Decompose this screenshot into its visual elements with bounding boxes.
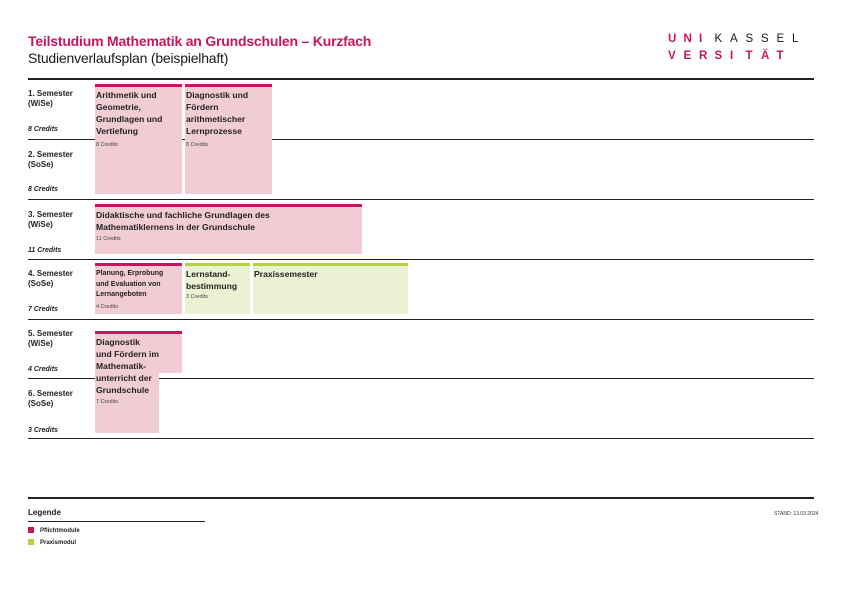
- logo-row2-letter: T: [745, 50, 753, 62]
- semester-4-label: 4. Semester (SoSe): [28, 269, 73, 288]
- module-didaktische-grundlagen: Didaktische und fachliche Grundlagen des Mathematiklernens in der Grundschule 11 Credits: [95, 204, 362, 254]
- logo-row1-letter: I: [699, 33, 703, 45]
- module-diagnostik-arithmetik: Diagnostik und Fördern arithmetischer Lernprozesse 8 Credits: [185, 84, 272, 194]
- semester-3-label: 3. Semester (WiSe): [28, 210, 73, 229]
- logo-row2-letter: S: [714, 50, 723, 62]
- legend-item-praxis: Praxismodul: [28, 539, 76, 546]
- logo-row1-letter: E: [776, 33, 785, 45]
- semester-4-credits: 7 Credits: [28, 306, 58, 313]
- module-planung-erprobung: Planung, Erprobung und Evaluation von Lernangeboten 4 Credits: [95, 263, 182, 314]
- logo-row1-letter: L: [792, 33, 799, 45]
- page-title: Teilstudium Mathematik an Grundschulen – Kurzfach: [28, 33, 372, 49]
- legend-divider: [28, 497, 814, 499]
- semester-1-credits: 8 Credits: [28, 126, 58, 133]
- logo-row2-letter: Ä: [761, 50, 770, 62]
- logo-row2-letter: E: [683, 50, 692, 62]
- legend-swatch-pflicht: [28, 527, 34, 533]
- legend-underline: [28, 521, 205, 522]
- semester-5-label: 5. Semester (WiSe): [28, 329, 73, 348]
- module-lernstandbestimmung: Lernstand- bestimmung 3 Credits: [185, 263, 250, 314]
- module-diagnostik-foerdern-credits: 7 Credits: [96, 399, 119, 405]
- row-divider: [28, 438, 814, 439]
- logo-row1-letter: U: [668, 33, 677, 45]
- logo-row1-letter: S: [761, 33, 769, 45]
- logo-row1-letter: N: [683, 33, 692, 45]
- legend-swatch-praxis: [28, 539, 34, 545]
- module-praxissemester: Praxissemester: [253, 263, 408, 314]
- module-arithmetik-geometrie: Arithmetik und Geometrie, Grundlagen und Vertiefung 8 Credits: [95, 84, 182, 194]
- logo-row2-letter: R: [699, 50, 708, 62]
- logo-row2-letter: T: [776, 50, 784, 62]
- legend-item-pflicht: Pflichtmodule: [28, 527, 80, 534]
- logo-row1-letter: K: [714, 33, 723, 45]
- logo-row2-letter: I: [730, 50, 734, 62]
- semester-2-label: 2. Semester (SoSe): [28, 150, 73, 169]
- semester-3-credits: 11 Credits: [28, 247, 62, 254]
- row-divider: [28, 199, 814, 200]
- module-diagnostik-foerdern-title: Diagnostik und Fördern im Mathematik- unterricht der Grundschule: [96, 337, 160, 395]
- logo-row2-letter: V: [668, 50, 676, 62]
- header-divider: [28, 78, 814, 80]
- stand-date: STAND: 13.03.2024: [774, 511, 819, 517]
- semester-5-credits: 4 Credits: [28, 366, 58, 373]
- semester-2-credits: 8 Credits: [28, 186, 58, 193]
- logo-row1-letter: A: [730, 33, 738, 45]
- logo-row1-letter: S: [745, 33, 754, 45]
- university-logo: [668, 31, 808, 65]
- row-divider: [28, 319, 814, 320]
- semester-1-label: 1. Semester (WiSe): [28, 89, 73, 108]
- semester-6-credits: 3 Credits: [28, 427, 58, 434]
- row-divider: [28, 259, 814, 260]
- page-subtitle: Studienverlaufsplan (beispielhaft): [28, 50, 229, 66]
- legend-title: Legende: [28, 508, 61, 517]
- semester-6-label: 6. Semester (SoSe): [28, 389, 73, 408]
